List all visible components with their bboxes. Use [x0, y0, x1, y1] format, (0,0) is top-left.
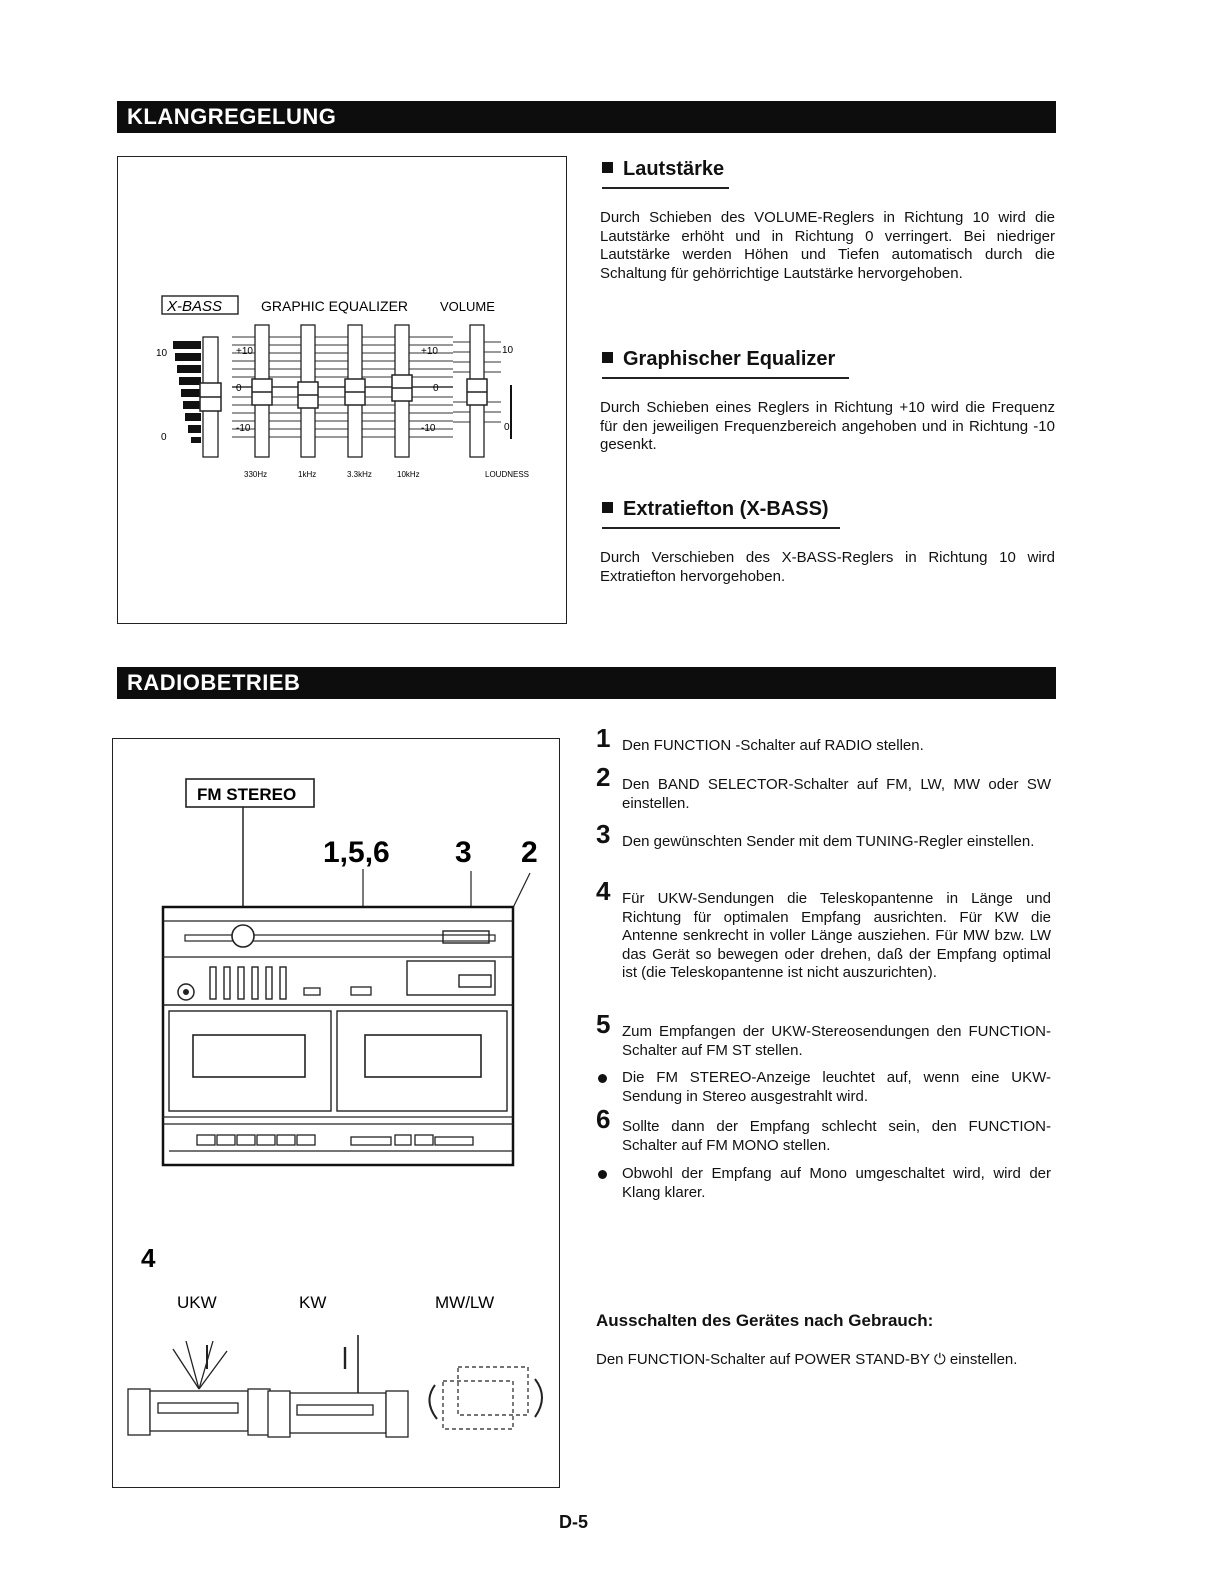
callout-2: 2 — [521, 836, 538, 869]
step-text: Den gewünschten Sender mit dem TUNING-Regler einstellen. — [622, 833, 1035, 850]
band-selector-switch[interactable] — [459, 975, 491, 987]
paragraph-xbass: Durch Verschieben des X-BASS-Reglers in Richtung 10 wird Extratiefton hervorgehoben. — [600, 549, 1055, 585]
paragraph-power-off: Den FUNCTION-Schalter auf POWER STAND-BY ⏻ einstellen. — [596, 1351, 1018, 1368]
section-title: KLANGREGELUNG — [127, 104, 337, 129]
fm-stereo-indicator — [232, 925, 254, 947]
callout-4: 4 — [141, 1243, 156, 1273]
step-number: 2 — [596, 762, 611, 792]
equalizer-figure — [117, 156, 567, 624]
square-bullet-icon — [602, 352, 613, 363]
paragraph-lautstaerke: Durch Schieben des VOLUME-Reglers in Richtung 10 wird die Lautstärke erhöht und in Richtung 0 verringert. Bei niedriger Lautstärke werden Höhen und Tiefen automatisch durch die Schaltung für gehörrichtige Lautstärke hervorgehoben. — [600, 209, 1055, 282]
step-number: 6 — [596, 1104, 611, 1134]
step-text: Für UKW-Sendungen die Teleskopantenne in Länge und Richtung für optimalen Empfang ausrichten. Für KW die Antenne senkrecht in voller Länge ausziehen. Für MW bzw. LW das Gerät so bewegen oder drehen, daß der Empfang optimal ist (die Teleskopantenne ist nicht auszurichten). — [622, 890, 1051, 981]
eq-slider-10khz[interactable] — [392, 325, 412, 457]
eq-slider-1khz[interactable] — [298, 325, 318, 457]
eq-zero-label-right: 0 — [433, 383, 439, 394]
step-number: 5 — [596, 1009, 611, 1039]
step-text: Zum Empfangen der UKW-Stereosendungen den FUNCTION-Schalter auf FM ST stellen. — [622, 1023, 1051, 1059]
volume-max: 10 — [502, 345, 514, 356]
step-6 — [596, 1104, 1051, 1155]
step-4 — [596, 876, 1051, 983]
stereo-unit-drawing — [113, 739, 558, 1486]
step-1 — [596, 723, 1051, 756]
ukw-antenna-illustration — [128, 1341, 270, 1435]
loudness-label: LOUDNESS — [485, 470, 530, 479]
note-text: Obwohl der Empfang auf Mono umgeschaltet wird, wird der Klang klarer. — [622, 1165, 1051, 1201]
step-text: Sollte dann der Empfang schlecht sein, den FUNCTION-Schalter auf FM MONO stellen. — [622, 1118, 1051, 1154]
volume-min: 0 — [504, 422, 510, 433]
step-2 — [596, 762, 1051, 813]
volume-label: VOLUME — [440, 299, 495, 314]
xbass-label: X-BASS — [167, 298, 223, 315]
paragraph-equalizer: Durch Schieben eines Reglers in Richtung +10 wird die Frequenz für den jeweiligen Frequenzbereich angehoben und in Richtung -10 gesenkt. — [600, 399, 1055, 453]
step-text: Den FUNCTION -Schalter auf RADIO stellen. — [622, 737, 924, 754]
volume-slider[interactable] — [467, 325, 487, 457]
page-number: D-5 — [559, 1512, 589, 1532]
step-number: 4 — [596, 876, 611, 906]
heading-xbass: Extratiefton (X-BASS) — [602, 498, 840, 529]
freq-label-1khz: 1kHz — [298, 470, 317, 479]
section-title: RADIOBETRIEB — [127, 670, 301, 695]
eq-minus-label: -10 — [236, 423, 251, 434]
section-banner-radiobetrieb — [117, 667, 1056, 699]
step-number: 3 — [596, 819, 611, 849]
square-bullet-icon — [602, 162, 613, 173]
step-number: 1 — [596, 723, 611, 753]
fm-stereo-label: FM STEREO — [197, 785, 297, 804]
eq-minus-label-right: -10 — [421, 423, 436, 434]
step-3 — [596, 819, 1051, 852]
square-bullet-icon — [602, 502, 613, 513]
mwlw-rotate-illustration — [429, 1367, 542, 1429]
freq-label-3-3khz: 3.3kHz — [347, 470, 372, 479]
freq-label-330hz: 330Hz — [244, 470, 268, 479]
note-mono — [596, 1165, 1051, 1202]
radio-figure — [112, 738, 560, 1488]
section-banner-klangregelung — [117, 101, 1056, 133]
eq-slider-3-3khz[interactable] — [345, 325, 365, 457]
xbass-level-scale — [173, 341, 201, 443]
heading-lautstaerke: Lautstärke — [602, 158, 729, 189]
heading-equalizer: Graphischer Equalizer — [602, 348, 849, 379]
label-ukw: UKW — [177, 1293, 217, 1312]
eq-plus-label-right: +10 — [421, 346, 438, 357]
label-kw: KW — [299, 1293, 327, 1312]
xbass-slider[interactable] — [200, 337, 221, 457]
heading-power-off: Ausschalten des Gerätes nach Gebrauch: — [596, 1311, 934, 1330]
label-mwlw: MW/LW — [435, 1293, 495, 1312]
eq-plus-label: +10 — [236, 346, 253, 357]
eq-slider-330hz[interactable] — [252, 325, 272, 457]
function-switch[interactable] — [351, 987, 371, 995]
freq-label-10khz: 10kHz — [397, 470, 420, 479]
note-text: Die FM STEREO-Anzeige leuchtet auf, wenn eine UKW-Sendung in Stereo ausgestrahlt wird. — [622, 1069, 1051, 1105]
bullet-icon — [598, 1074, 607, 1083]
xbass-max: 10 — [156, 348, 168, 359]
kw-antenna-illustration — [268, 1335, 408, 1437]
step-text: Den BAND SELECTOR-Schalter auf FM, LW, MW oder SW einstellen. — [622, 776, 1051, 812]
eq-zero-label: 0 — [236, 383, 242, 394]
callout-1-5-6: 1,5,6 — [323, 836, 390, 869]
eq-label: GRAPHIC EQUALIZER — [261, 298, 409, 314]
bullet-icon — [598, 1170, 607, 1179]
note-fm-stereo — [596, 1069, 1051, 1106]
callout-3: 3 — [455, 836, 472, 869]
equalizer-panel-drawing — [118, 157, 565, 622]
step-5 — [596, 1009, 1051, 1060]
xbass-min: 0 — [161, 432, 167, 443]
